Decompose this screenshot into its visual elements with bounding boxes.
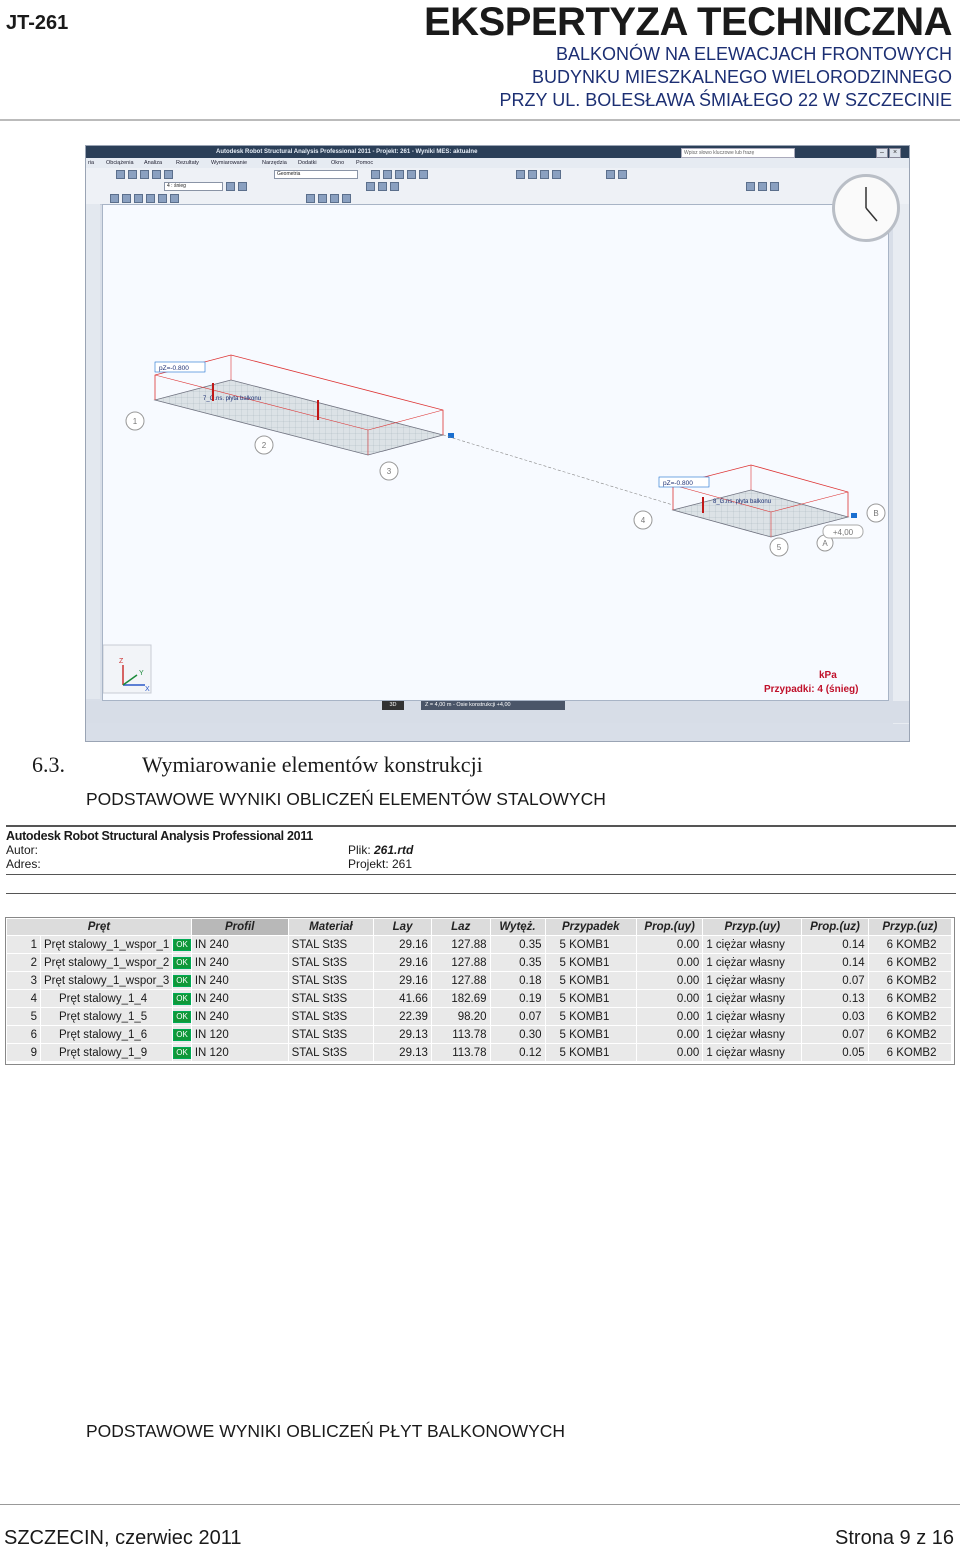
- toolbar-icon[interactable]: [140, 170, 149, 179]
- cell-profile: IN 240: [191, 972, 288, 990]
- load-label-2: pZ=-0.800: [663, 480, 693, 487]
- svg-text:4: 4: [640, 516, 646, 525]
- help-search-input[interactable]: Wpisz słowo kluczowe lub frazę: [681, 148, 795, 158]
- cell-case-uy: 1 ciężar własny: [703, 1044, 802, 1062]
- cell-prop-uy: 0.00: [637, 936, 703, 954]
- axis-marker-5: [770, 538, 788, 556]
- axis-y-label: Y: [139, 670, 144, 677]
- axis-z-label: Z: [119, 658, 124, 665]
- report-divider: [6, 825, 956, 827]
- subtitle-line-3: PRZY UL. BOLESŁAWA ŚMIAŁEGO 22 W SZCZECINIE: [499, 90, 952, 110]
- cell-id: 3: [7, 972, 41, 990]
- axis-x-label: X: [145, 686, 150, 693]
- status-badge: OK: [173, 993, 191, 1005]
- menu-item-analiza[interactable]: Analiza: [144, 160, 163, 166]
- load-case-label: Przypadki: 4 (śnieg): [764, 684, 859, 695]
- cell-case-uy: 1 ciężar własny: [703, 1008, 802, 1026]
- panel-label-2: 8_G.ns. płyta balkonu: [713, 499, 772, 505]
- col-header-case: Przypadek: [545, 919, 637, 936]
- minimize-icon[interactable]: –: [876, 148, 888, 158]
- right-tools-strip: [893, 204, 909, 724]
- toolbar-icon[interactable]: [238, 182, 247, 191]
- table-row: [7, 1008, 952, 1026]
- toolbar-icon[interactable]: [770, 182, 779, 191]
- structure-model-drawing: [103, 205, 888, 700]
- report-project-value: 261: [392, 857, 413, 871]
- table-row: [7, 1044, 952, 1062]
- menu-item-rezultaty[interactable]: Rezultaty: [176, 160, 199, 166]
- toolbar-icon[interactable]: [390, 182, 399, 191]
- subtitle-line-1: BALKONÓW NA ELEWACJACH FRONTOWYCH: [555, 44, 952, 64]
- layout-select[interactable]: Geometria: [274, 170, 358, 179]
- cell-laz: 182.69: [431, 990, 490, 1008]
- toolbar-icon[interactable]: [366, 182, 375, 191]
- cell-prop-uz: 0.14: [802, 936, 868, 954]
- cell-prop-uz: 0.14: [802, 954, 868, 972]
- cell-id: 4: [7, 990, 41, 1008]
- close-icon[interactable]: ×: [889, 148, 901, 158]
- balcony-slab-1: [155, 355, 454, 455]
- toolbar-icon[interactable]: [226, 182, 235, 191]
- report-divider: [6, 893, 956, 894]
- cell-prop-uy: 0.00: [637, 1026, 703, 1044]
- unit-label: kPa: [819, 670, 837, 681]
- document-title: EKSPERTYZA TECHNICZNA: [423, 0, 952, 44]
- table-row: [7, 954, 952, 972]
- cell-ratio: 0.35: [490, 954, 545, 972]
- cell-case-uz: 6 KOMB2: [868, 954, 951, 972]
- footer-divider: [0, 1504, 960, 1505]
- toolbar-icon[interactable]: [395, 170, 404, 179]
- cell-name: Pręt stalowy_1_wspor_1: [40, 936, 172, 954]
- cell-prop-uy: 0.00: [637, 954, 703, 972]
- cell-material: STAL St3S: [288, 1026, 374, 1044]
- cell-lay: 22.39: [374, 1008, 432, 1026]
- cell-name: Pręt stalowy_1_wspor_3: [40, 972, 172, 990]
- view-mode-tab[interactable]: 3D: [382, 701, 404, 710]
- cell-name: Pręt stalowy_1_9: [40, 1044, 172, 1062]
- menu-item-ria[interactable]: ria: [88, 160, 95, 166]
- cell-case-uy: 1 ciężar własny: [703, 936, 802, 954]
- cell-id: 5: [7, 1008, 41, 1026]
- load-label-1: pZ=-0.800: [159, 365, 189, 372]
- toolbar-icon[interactable]: [758, 182, 767, 191]
- cell-case-uy: 1 ciężar własny: [703, 990, 802, 1008]
- toolbar-icon[interactable]: [342, 194, 351, 203]
- menu-item-pomoc[interactable]: Pomoc: [356, 160, 374, 166]
- toolbar-icon[interactable]: [383, 170, 392, 179]
- cell-prop-uy: 0.00: [637, 1008, 703, 1026]
- toolbar-icon[interactable]: [746, 182, 755, 191]
- left-panel: [86, 204, 100, 699]
- cell-case-uz: 6 KOMB2: [868, 990, 951, 1008]
- toolbar-icon[interactable]: [158, 194, 167, 203]
- menu-item-wymiarowanie[interactable]: Wymiarowanie: [211, 160, 248, 166]
- axis-marker-4: [634, 511, 652, 529]
- col-header-case-uz: Przyp.(uz): [868, 919, 951, 936]
- cell-case: 5 KOMB1: [545, 936, 637, 954]
- axis-marker-3: [380, 462, 398, 480]
- footer-page-number: Strona 9 z 16: [835, 1527, 954, 1549]
- status-badge: OK: [173, 939, 191, 951]
- toolbar-icon[interactable]: [528, 170, 537, 179]
- cell-ratio: 0.12: [490, 1044, 545, 1062]
- toolbar-icon[interactable]: [146, 194, 155, 203]
- cell-prop-uz: 0.05: [802, 1044, 868, 1062]
- col-header-prop-uy: Prop.(uy): [637, 919, 703, 936]
- svg-text:+4,00: +4,00: [832, 528, 854, 537]
- menu-item-dodatki[interactable]: Dodatki: [298, 160, 317, 166]
- section-number: 6.3.: [32, 752, 65, 777]
- cell-prop-uz: 0.07: [802, 972, 868, 990]
- menu-item-okno[interactable]: Okno: [331, 160, 345, 166]
- cell-profile: IN 240: [191, 936, 288, 954]
- cell-case-uy: 1 ciężar własny: [703, 972, 802, 990]
- cell-prop-uz: 0.13: [802, 990, 868, 1008]
- cell-material: STAL St3S: [288, 1044, 374, 1062]
- toolbar-icon[interactable]: [134, 194, 143, 203]
- cell-lay: 29.13: [374, 1026, 432, 1044]
- report-app-name: Autodesk Robot Structural Analysis Professional 2011: [6, 829, 313, 843]
- cell-profile: IN 120: [191, 1026, 288, 1044]
- cell-material: STAL St3S: [288, 954, 374, 972]
- cell-case-uy: 1 ciężar własny: [703, 1026, 802, 1044]
- table-row: [7, 990, 952, 1008]
- cell-case: 5 KOMB1: [545, 990, 637, 1008]
- cell-case: 5 KOMB1: [545, 1008, 637, 1026]
- axis-triad: [103, 645, 151, 693]
- cell-prop-uz: 0.07: [802, 1026, 868, 1044]
- cell-id: 6: [7, 1026, 41, 1044]
- status-badge: OK: [173, 975, 191, 987]
- table-row: [7, 1026, 952, 1044]
- cell-prop-uy: 0.00: [637, 990, 703, 1008]
- cell-laz: 127.88: [431, 954, 490, 972]
- svg-text:5: 5: [776, 543, 782, 552]
- robot-app-screenshot: [85, 145, 910, 742]
- plate-results-heading: PODSTAWOWE WYNIKI OBLICZEŃ PŁYT BALKONOWYCH: [86, 1421, 566, 1441]
- axis-marker-2: [255, 436, 273, 454]
- col-header-laz: Laz: [431, 919, 490, 936]
- cell-name: Pręt stalowy_1_4: [40, 990, 172, 1008]
- cell-material: STAL St3S: [288, 936, 374, 954]
- subtitle-line-2: BUDYNKU MIESZKALNEGO WIELORODZINNEGO: [531, 67, 952, 87]
- cell-lay: 29.16: [374, 972, 432, 990]
- cell-prop-uz: 0.03: [802, 1008, 868, 1026]
- report-file-label: Plik:: [348, 843, 371, 857]
- toolbar-icon[interactable]: [122, 194, 131, 203]
- steel-results-heading: PODSTAWOWE WYNIKI OBLICZEŃ ELEMENTÓW STALOWYCH: [86, 789, 606, 809]
- toolbar-icon[interactable]: [110, 194, 119, 203]
- col-header-profile: Profil: [191, 919, 288, 936]
- toolbar-icon[interactable]: [128, 170, 137, 179]
- cell-laz: 113.78: [431, 1044, 490, 1062]
- toolbar-icon[interactable]: [552, 170, 561, 179]
- cell-case: 5 KOMB1: [545, 954, 637, 972]
- toolbar-icon[interactable]: [152, 170, 161, 179]
- status-badge: OK: [173, 957, 191, 969]
- view-status-text: Z = 4,00 m - Osie konstrukcji +4,00: [421, 701, 565, 710]
- status-badge: OK: [173, 1011, 191, 1023]
- col-header-lay: Lay: [374, 919, 432, 936]
- col-header-prop-uz: Prop.(uz): [802, 919, 868, 936]
- cell-lay: 29.13: [374, 1044, 432, 1062]
- table-row: [7, 936, 952, 954]
- col-header-bar: Pręt: [7, 919, 192, 936]
- 3d-viewport[interactable]: [102, 204, 889, 701]
- svg-text:B: B: [873, 509, 879, 518]
- toolbar-icon[interactable]: [606, 170, 615, 179]
- load-case-select[interactable]: 4 : śnieg: [164, 182, 223, 191]
- level-marker: [823, 525, 863, 538]
- cell-name: Pręt stalowy_1_5: [40, 1008, 172, 1026]
- cell-laz: 98.20: [431, 1008, 490, 1026]
- cell-material: STAL St3S: [288, 972, 374, 990]
- status-badge: OK: [173, 1029, 191, 1041]
- app-window-title: Autodesk Robot Structural Analysis Professional 2011 - Projekt: 261 - Wyniki MES: aktualne: [216, 149, 478, 155]
- header-divider: [0, 119, 960, 121]
- toolbar-icon[interactable]: [618, 170, 627, 179]
- cell-prop-uy: 0.00: [637, 972, 703, 990]
- clock-icon: [832, 174, 900, 242]
- cell-laz: 127.88: [431, 972, 490, 990]
- cell-case-uz: 6 KOMB2: [868, 1044, 951, 1062]
- cell-case-uz: 6 KOMB2: [868, 1026, 951, 1044]
- toolbar-icon[interactable]: [540, 170, 549, 179]
- cell-profile: IN 240: [191, 990, 288, 1008]
- svg-text:A: A: [822, 539, 828, 548]
- cell-case-uz: 6 KOMB2: [868, 1008, 951, 1026]
- panel-label-1: 7_G.ns. płyta balkonu: [203, 396, 262, 402]
- status-badge: OK: [173, 1047, 191, 1059]
- cell-case-uz: 6 KOMB2: [868, 936, 951, 954]
- document-code: JT-261: [6, 12, 69, 34]
- report-address-label: Adres:: [6, 857, 41, 871]
- toolbar-icon[interactable]: [170, 194, 179, 203]
- axis-marker-1: [126, 412, 144, 430]
- axis-marker-b: [867, 504, 885, 522]
- toolbar-icon[interactable]: [164, 170, 173, 179]
- toolbar-icon[interactable]: [330, 194, 339, 203]
- cell-case: 5 KOMB1: [545, 972, 637, 990]
- report-author-label: Autor:: [6, 843, 39, 857]
- toolbar-icon[interactable]: [516, 170, 525, 179]
- cell-profile: IN 120: [191, 1044, 288, 1062]
- svg-text:3: 3: [386, 467, 392, 476]
- cell-ratio: 0.30: [490, 1026, 545, 1044]
- toolbar-icon[interactable]: [371, 170, 380, 179]
- cell-ratio: 0.07: [490, 1008, 545, 1026]
- toolbar-icon[interactable]: [318, 194, 327, 203]
- cell-lay: 41.66: [374, 990, 432, 1008]
- cell-profile: IN 240: [191, 1008, 288, 1026]
- cell-material: STAL St3S: [288, 990, 374, 1008]
- toolbar-icon[interactable]: [407, 170, 416, 179]
- cell-name: Pręt stalowy_1_wspor_2: [40, 954, 172, 972]
- toolbar-icon[interactable]: [116, 170, 125, 179]
- cell-id: 9: [7, 1044, 41, 1062]
- menu-item-narzedzia[interactable]: Narzędzia: [262, 160, 287, 166]
- cell-profile: IN 240: [191, 954, 288, 972]
- cell-id: 1: [7, 936, 41, 954]
- steel-results-table: [6, 918, 952, 1062]
- col-header-case-uy: Przyp.(uy): [703, 919, 802, 936]
- report-project-label: Projekt:: [348, 857, 389, 871]
- cell-lay: 29.16: [374, 936, 432, 954]
- cell-lay: 29.16: [374, 954, 432, 972]
- cell-name: Pręt stalowy_1_6: [40, 1026, 172, 1044]
- section-title: Wymiarowanie elementów konstrukcji: [142, 752, 483, 777]
- cell-prop-uy: 0.00: [637, 1044, 703, 1062]
- table-row: [7, 972, 952, 990]
- cell-ratio: 0.35: [490, 936, 545, 954]
- toolbar-icon[interactable]: [306, 194, 315, 203]
- cell-case: 5 KOMB1: [545, 1044, 637, 1062]
- report-divider: [6, 874, 956, 875]
- table-header-row: [7, 919, 952, 936]
- cell-case-uy: 1 ciężar własny: [703, 954, 802, 972]
- toolbar-icon[interactable]: [378, 182, 387, 191]
- toolbar-icon[interactable]: [419, 170, 428, 179]
- menu-item-obciazenia[interactable]: Obciążenia: [106, 160, 134, 166]
- cell-laz: 127.88: [431, 936, 490, 954]
- report-file-value: 261.rtd: [374, 843, 414, 857]
- cell-laz: 113.78: [431, 1026, 490, 1044]
- svg-text:1: 1: [132, 417, 138, 426]
- footer-place-date: SZCZECIN, czerwiec 2011: [4, 1527, 242, 1549]
- cell-case-uz: 6 KOMB2: [868, 972, 951, 990]
- svg-text:2: 2: [261, 441, 267, 450]
- cell-material: STAL St3S: [288, 1008, 374, 1026]
- cell-id: 2: [7, 954, 41, 972]
- col-header-material: Materiał: [288, 919, 374, 936]
- cell-ratio: 0.18: [490, 972, 545, 990]
- col-header-ratio: Wytęż.: [490, 919, 545, 936]
- cell-case: 5 KOMB1: [545, 1026, 637, 1044]
- cell-ratio: 0.19: [490, 990, 545, 1008]
